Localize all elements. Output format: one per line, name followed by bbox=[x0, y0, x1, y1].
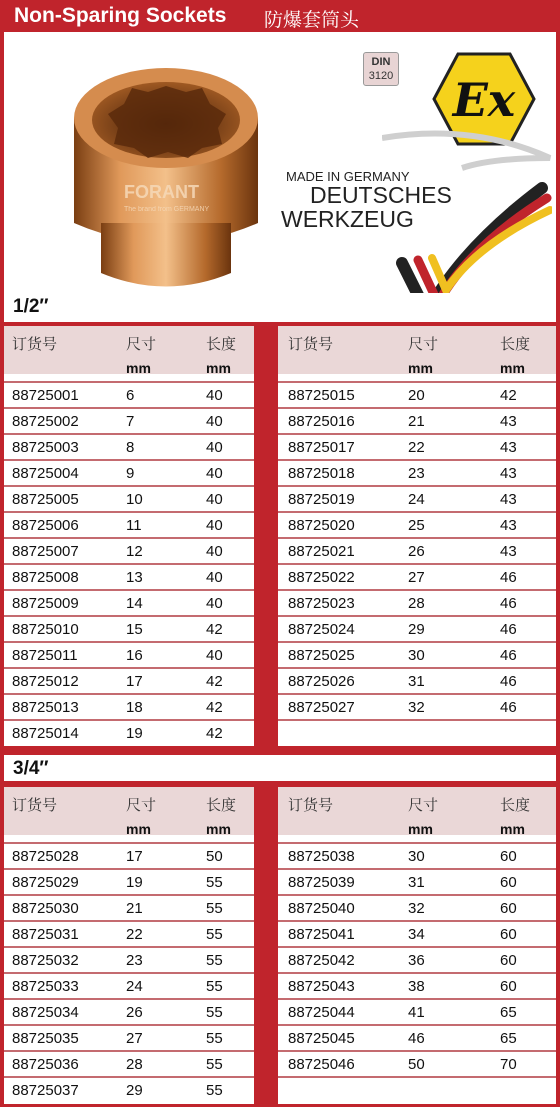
order-no-cell: 88725006 bbox=[12, 517, 79, 534]
table-row bbox=[278, 511, 556, 539]
size-cell: 34 bbox=[408, 926, 425, 943]
table-row bbox=[4, 693, 254, 721]
size-cell: 29 bbox=[408, 621, 425, 638]
order-no-cell: 88725030 bbox=[12, 900, 79, 917]
size-cell: 9 bbox=[126, 465, 135, 482]
length-cell: 40 bbox=[206, 413, 223, 430]
size-cell: 20 bbox=[408, 387, 425, 404]
table-row bbox=[278, 1050, 556, 1078]
order-no-cell: 88725005 bbox=[12, 491, 79, 508]
title-bar bbox=[0, 0, 560, 32]
size-cell: 36 bbox=[408, 952, 425, 969]
length-cell: 60 bbox=[500, 848, 517, 865]
length-cell: 40 bbox=[206, 387, 223, 404]
length-cell: 40 bbox=[206, 569, 223, 586]
order-no-cell: 88725025 bbox=[288, 647, 355, 664]
size-cell: 30 bbox=[408, 848, 425, 865]
length-cell: 40 bbox=[206, 439, 223, 456]
order-no-cell: 88725046 bbox=[288, 1056, 355, 1073]
col-unit-length: mm bbox=[500, 360, 525, 376]
order-no-cell: 88725045 bbox=[288, 1030, 355, 1047]
length-cell: 42 bbox=[206, 621, 223, 638]
col-unit-size: mm bbox=[408, 821, 433, 837]
length-cell: 60 bbox=[500, 952, 517, 969]
order-no-cell: 88725003 bbox=[12, 439, 79, 456]
table-row bbox=[278, 693, 556, 721]
length-cell: 42 bbox=[206, 699, 223, 716]
din-badge bbox=[363, 52, 399, 86]
length-cell: 55 bbox=[206, 1030, 223, 1047]
col-header-length: 长度 bbox=[500, 797, 531, 814]
table-row bbox=[278, 641, 556, 669]
size-cell: 31 bbox=[408, 673, 425, 690]
size-cell: 23 bbox=[408, 465, 425, 482]
order-no-cell: 88725035 bbox=[12, 1030, 79, 1047]
svg-text:Ex: Ex bbox=[452, 73, 516, 127]
order-no-cell: 88725043 bbox=[288, 978, 355, 995]
length-cell: 43 bbox=[500, 413, 517, 430]
size-cell: 15 bbox=[126, 621, 143, 638]
table-row bbox=[278, 563, 556, 591]
col-header-length: 长度 bbox=[500, 336, 531, 353]
table-row bbox=[4, 407, 254, 435]
order-no-cell: 88725040 bbox=[288, 900, 355, 917]
length-cell: 46 bbox=[500, 673, 517, 690]
size-cell: 31 bbox=[408, 874, 425, 891]
order-no-cell: 88725009 bbox=[12, 595, 79, 612]
table-row bbox=[278, 537, 556, 565]
order-no-cell: 88725036 bbox=[12, 1056, 79, 1073]
length-cell: 55 bbox=[206, 1082, 223, 1099]
brand-tagline: The brand from GERMANY bbox=[124, 206, 210, 213]
table-header bbox=[278, 787, 556, 835]
order-no-cell: 88725032 bbox=[12, 952, 79, 969]
length-cell: 42 bbox=[206, 725, 223, 742]
table-row bbox=[4, 589, 254, 617]
table-row bbox=[4, 459, 254, 487]
order-no-cell: 88725007 bbox=[12, 543, 79, 560]
din-label: DIN bbox=[371, 56, 391, 68]
length-cell: 42 bbox=[500, 387, 517, 404]
order-no-cell: 88725013 bbox=[12, 699, 79, 716]
brand-logo: FORANT bbox=[124, 182, 199, 202]
page-title: Non-Sparing Sockets bbox=[14, 4, 227, 27]
table-row bbox=[4, 842, 254, 870]
size-cell: 26 bbox=[126, 1004, 143, 1021]
col-header-order-no: 订货号 bbox=[12, 336, 58, 353]
table-row bbox=[4, 615, 254, 643]
table-row bbox=[4, 667, 254, 695]
col-unit-length: mm bbox=[206, 821, 231, 837]
length-cell: 70 bbox=[500, 1056, 517, 1073]
order-no-cell: 88725004 bbox=[12, 465, 79, 482]
made-in-text: MADE IN GERMANY bbox=[286, 169, 410, 184]
order-no-cell: 88725044 bbox=[288, 1004, 355, 1021]
table-row bbox=[4, 1050, 254, 1078]
length-cell: 40 bbox=[206, 595, 223, 612]
table-row bbox=[4, 1024, 254, 1052]
size-cell: 6 bbox=[126, 387, 135, 404]
din-number: 3120 bbox=[368, 70, 394, 82]
length-cell: 55 bbox=[206, 952, 223, 969]
size-cell: 22 bbox=[126, 926, 143, 943]
size-cell: 23 bbox=[126, 952, 143, 969]
size-cell: 28 bbox=[408, 595, 425, 612]
col-header-order-no: 订货号 bbox=[288, 797, 334, 814]
length-cell: 55 bbox=[206, 874, 223, 891]
size-cell: 50 bbox=[408, 1056, 425, 1073]
length-cell: 55 bbox=[206, 1004, 223, 1021]
table-row bbox=[4, 920, 254, 948]
size-cell: 32 bbox=[408, 900, 425, 917]
order-no-cell: 88725020 bbox=[288, 517, 355, 534]
order-no-cell: 88725010 bbox=[12, 621, 79, 638]
size-cell: 38 bbox=[408, 978, 425, 995]
table-row-empty bbox=[278, 719, 556, 747]
size-cell: 11 bbox=[126, 517, 142, 534]
length-cell: 40 bbox=[206, 543, 223, 560]
size-cell: 8 bbox=[126, 439, 135, 456]
col-header-order-no: 订货号 bbox=[12, 797, 58, 814]
size-cell: 22 bbox=[408, 439, 425, 456]
table-row bbox=[4, 381, 254, 409]
order-no-cell: 88725012 bbox=[12, 673, 79, 690]
length-cell: 60 bbox=[500, 926, 517, 943]
length-cell: 55 bbox=[206, 978, 223, 995]
table-row bbox=[278, 615, 556, 643]
size-table-right bbox=[278, 787, 556, 1104]
order-no-cell: 88725034 bbox=[12, 1004, 79, 1021]
size-cell: 27 bbox=[408, 569, 425, 586]
length-cell: 40 bbox=[206, 517, 223, 534]
col-header-size: 尺寸 bbox=[408, 336, 439, 353]
length-cell: 50 bbox=[206, 848, 223, 865]
length-cell: 43 bbox=[500, 439, 517, 456]
section-label-three-quarter-inch bbox=[4, 755, 556, 781]
table-row bbox=[278, 894, 556, 922]
table-row bbox=[4, 998, 254, 1026]
order-no-cell: 88725008 bbox=[12, 569, 79, 586]
size-cell: 17 bbox=[126, 848, 143, 865]
col-unit-size: mm bbox=[126, 821, 151, 837]
size-cell: 32 bbox=[408, 699, 425, 716]
table-row bbox=[278, 381, 556, 409]
col-header-length: 长度 bbox=[206, 336, 237, 353]
length-cell: 60 bbox=[500, 978, 517, 995]
length-cell: 42 bbox=[206, 673, 223, 690]
size-cell: 19 bbox=[126, 874, 143, 891]
table-row bbox=[4, 894, 254, 922]
section-label-text: 3/4″ bbox=[13, 758, 49, 779]
slogan-line1: DEUTSCHES bbox=[310, 182, 452, 208]
length-cell: 60 bbox=[500, 900, 517, 917]
length-cell: 46 bbox=[500, 647, 517, 664]
length-cell: 46 bbox=[500, 621, 517, 638]
table-row bbox=[4, 946, 254, 974]
order-no-cell: 88725041 bbox=[288, 926, 355, 943]
size-cell: 14 bbox=[126, 595, 143, 612]
length-cell: 46 bbox=[500, 595, 517, 612]
order-no-cell: 88725018 bbox=[288, 465, 355, 482]
table-row bbox=[4, 433, 254, 461]
table-row bbox=[4, 641, 254, 669]
table-row bbox=[278, 868, 556, 896]
order-no-cell: 88725022 bbox=[288, 569, 355, 586]
size-cell: 19 bbox=[126, 725, 143, 742]
table-row bbox=[278, 667, 556, 695]
size-cell: 26 bbox=[408, 543, 425, 560]
order-no-cell: 88725019 bbox=[288, 491, 355, 508]
size-cell: 13 bbox=[126, 569, 143, 586]
order-no-cell: 88725037 bbox=[12, 1082, 79, 1099]
length-cell: 46 bbox=[500, 569, 517, 586]
table-row bbox=[278, 407, 556, 435]
size-cell: 18 bbox=[126, 699, 143, 716]
length-cell: 40 bbox=[206, 647, 223, 664]
col-header-length: 长度 bbox=[206, 797, 237, 814]
size-cell: 46 bbox=[408, 1030, 425, 1047]
slogan-line2: WERKZEUG bbox=[281, 206, 414, 232]
table-row bbox=[4, 511, 254, 539]
size-cell: 21 bbox=[126, 900, 143, 917]
col-header-order-no: 订货号 bbox=[288, 336, 334, 353]
table-row bbox=[4, 1076, 254, 1104]
table-row bbox=[278, 998, 556, 1026]
size-cell: 10 bbox=[126, 491, 143, 508]
table-row-empty bbox=[278, 1076, 556, 1104]
length-cell: 40 bbox=[206, 491, 223, 508]
col-header-size: 尺寸 bbox=[126, 797, 157, 814]
table-row bbox=[4, 537, 254, 565]
order-no-cell: 88725016 bbox=[288, 413, 355, 430]
order-no-cell: 88725014 bbox=[12, 725, 79, 742]
table-row bbox=[278, 1024, 556, 1052]
table-row bbox=[278, 459, 556, 487]
page-title-cn: 防爆套筒头 bbox=[264, 10, 360, 31]
size-table-left bbox=[4, 787, 254, 1104]
size-table-left bbox=[4, 326, 254, 746]
length-cell: 55 bbox=[206, 926, 223, 943]
col-header-size: 尺寸 bbox=[408, 797, 439, 814]
table-row bbox=[4, 972, 254, 1000]
size-table-right bbox=[278, 326, 556, 746]
order-no-cell: 88725021 bbox=[288, 543, 355, 560]
col-unit-length: mm bbox=[500, 821, 525, 837]
size-cell: 25 bbox=[408, 517, 425, 534]
size-cell: 17 bbox=[126, 673, 143, 690]
section-label-half-inch bbox=[4, 293, 556, 319]
length-cell: 43 bbox=[500, 491, 517, 508]
table-row bbox=[278, 842, 556, 870]
length-cell: 43 bbox=[500, 517, 517, 534]
order-no-cell: 88725033 bbox=[12, 978, 79, 995]
col-unit-size: mm bbox=[408, 360, 433, 376]
length-cell: 46 bbox=[500, 699, 517, 716]
col-unit-size: mm bbox=[126, 360, 151, 376]
table-row bbox=[4, 868, 254, 896]
table-row bbox=[4, 485, 254, 513]
length-cell: 55 bbox=[206, 900, 223, 917]
size-cell: 28 bbox=[126, 1056, 143, 1073]
table-row bbox=[278, 972, 556, 1000]
size-cell: 24 bbox=[408, 491, 425, 508]
size-cell: 30 bbox=[408, 647, 425, 664]
table-row bbox=[278, 433, 556, 461]
length-cell: 65 bbox=[500, 1004, 517, 1021]
order-no-cell: 88725002 bbox=[12, 413, 79, 430]
table-row bbox=[278, 920, 556, 948]
table-row bbox=[4, 719, 254, 747]
order-no-cell: 88725015 bbox=[288, 387, 355, 404]
size-cell: 7 bbox=[126, 413, 135, 430]
size-cell: 21 bbox=[408, 413, 425, 430]
size-cell: 29 bbox=[126, 1082, 143, 1099]
table-row bbox=[278, 946, 556, 974]
product-banner bbox=[4, 32, 556, 322]
order-no-cell: 88725001 bbox=[12, 387, 79, 404]
table-header bbox=[4, 787, 254, 835]
size-cell: 24 bbox=[126, 978, 143, 995]
order-no-cell: 88725017 bbox=[288, 439, 355, 456]
table-header bbox=[278, 326, 556, 374]
socket-image bbox=[56, 48, 276, 293]
order-no-cell: 88725028 bbox=[12, 848, 79, 865]
length-cell: 43 bbox=[500, 543, 517, 560]
order-no-cell: 88725026 bbox=[288, 673, 355, 690]
size-cell: 12 bbox=[126, 543, 143, 560]
order-no-cell: 88725039 bbox=[288, 874, 355, 891]
col-header-size: 尺寸 bbox=[126, 336, 157, 353]
order-no-cell: 88725011 bbox=[12, 647, 78, 664]
table-header bbox=[4, 326, 254, 374]
table-row bbox=[4, 563, 254, 591]
size-cell: 41 bbox=[408, 1004, 425, 1021]
length-cell: 43 bbox=[500, 465, 517, 482]
table-row bbox=[278, 485, 556, 513]
order-no-cell: 88725031 bbox=[12, 926, 79, 943]
length-cell: 40 bbox=[206, 465, 223, 482]
length-cell: 65 bbox=[500, 1030, 517, 1047]
order-no-cell: 88725038 bbox=[288, 848, 355, 865]
size-cell: 16 bbox=[126, 647, 143, 664]
col-unit-length: mm bbox=[206, 360, 231, 376]
order-no-cell: 88725023 bbox=[288, 595, 355, 612]
section-label-text: 1/2″ bbox=[13, 296, 49, 317]
order-no-cell: 88725029 bbox=[12, 874, 79, 891]
size-cell: 27 bbox=[126, 1030, 143, 1047]
length-cell: 60 bbox=[500, 874, 517, 891]
order-no-cell: 88725024 bbox=[288, 621, 355, 638]
order-no-cell: 88725027 bbox=[288, 699, 355, 716]
order-no-cell: 88725042 bbox=[288, 952, 355, 969]
length-cell: 55 bbox=[206, 1056, 223, 1073]
table-row bbox=[278, 589, 556, 617]
